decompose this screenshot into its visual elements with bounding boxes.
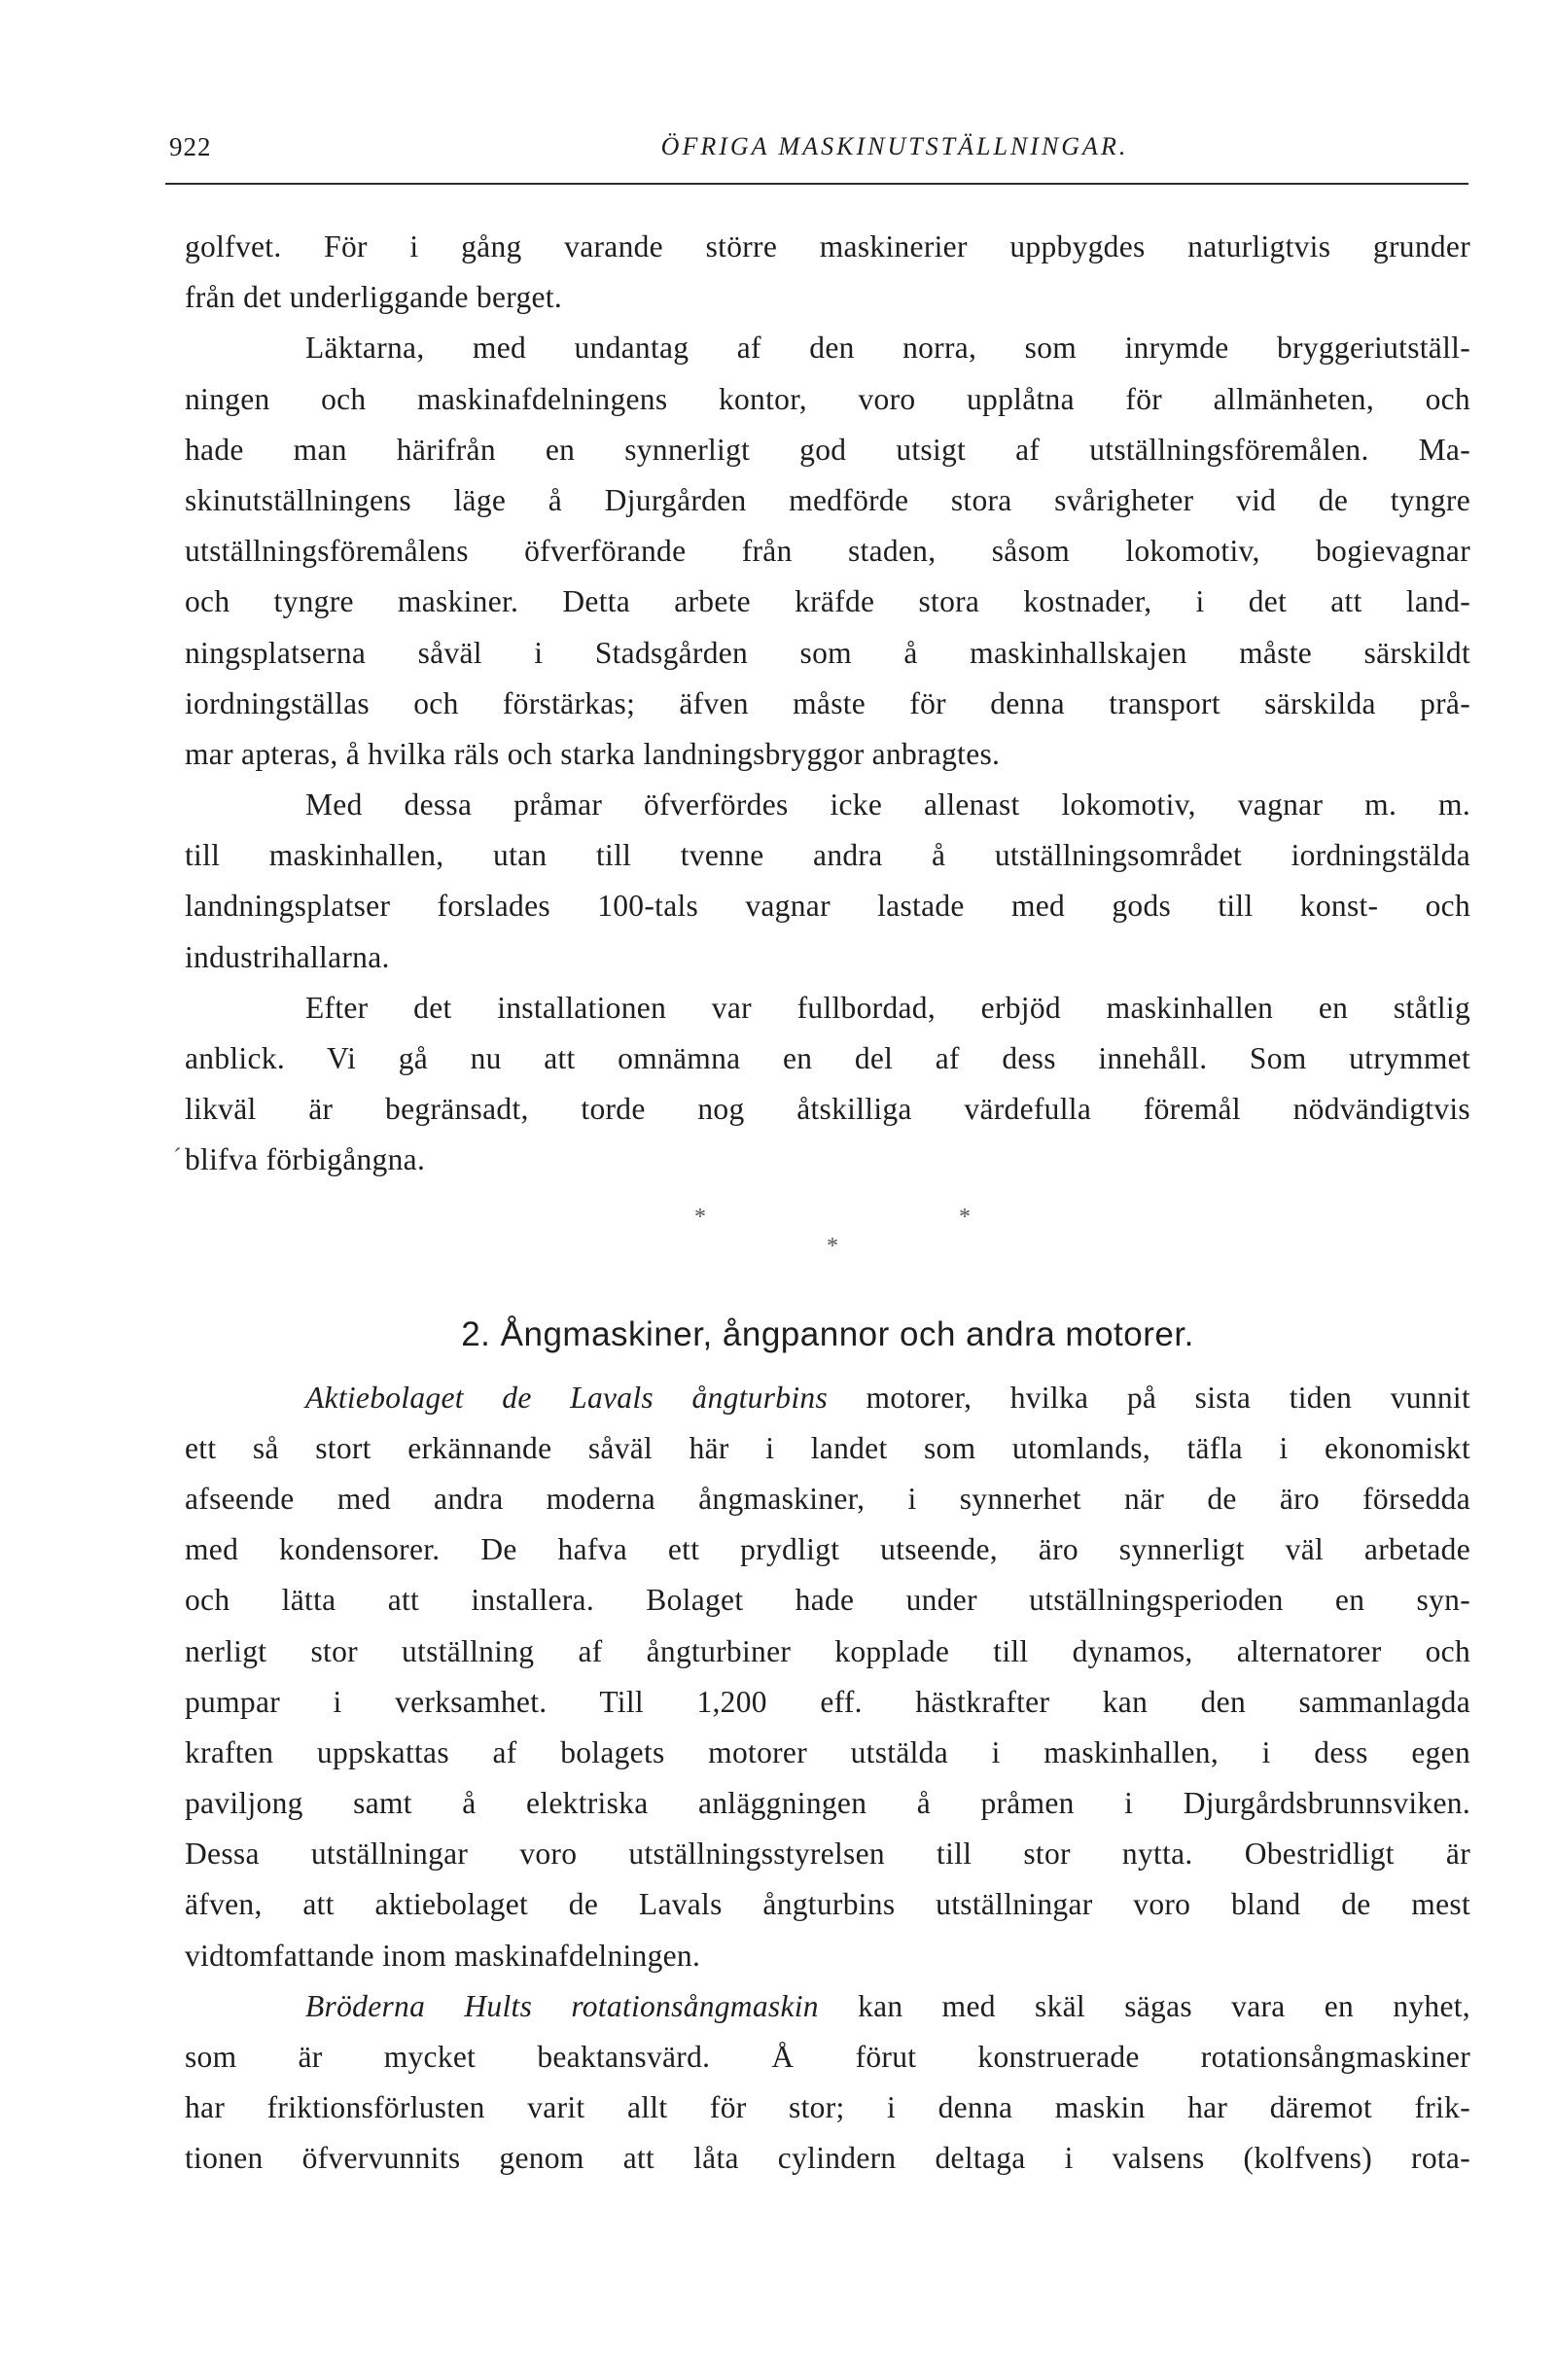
text-line: afseende med andra moderna ångmaskiner, i synnerhet när de äro försedda (185, 1481, 1470, 1516)
text-line: från det underliggande berget. (185, 280, 563, 315)
text-line: och lätta att installera. Bolaget hade under utställningsperioden en syn- (185, 1583, 1470, 1618)
text-line (185, 1373, 1470, 1423)
text-line: äfven, att aktiebolaget de Lavals ångturbins utställningar voro bland de mest (185, 1887, 1470, 1922)
page-number: 922 (169, 132, 212, 161)
text-line: till maskinhallen, utan till tvenne andra å utställningsområdet iordningstälda (185, 838, 1470, 873)
section-title: Ångmaskiner, ångpannor och andra motorer. (500, 1314, 1194, 1353)
asterisk-glyph: * (827, 1233, 839, 1259)
text-line: golfvet. För i gång varande större maskinerier uppbygdes naturligtvis grunder (185, 229, 1470, 263)
text-line: iordningställas och förstärkas; äfven måste för denna transport särskilda prå- (185, 685, 1470, 720)
asterisk-glyph: * (959, 1204, 972, 1230)
text-line: likväl är begränsadt, torde nog åtskilliga värdefulla föremål nödvändigtvis (185, 1092, 1470, 1127)
text-line: vidtomfattande inom maskinafdelningen. (185, 1938, 701, 1973)
header-rule (165, 183, 1468, 185)
text-line (185, 1981, 1470, 2032)
running-head: ÖFRIGA MASKINUTSTÄLLNINGAR. (660, 132, 1129, 160)
text-line: industrihallarna. (185, 939, 390, 974)
text-line: Med dessa pråmar öfverfördes icke allenast lokomotiv, vagnar m. m. (305, 788, 1470, 822)
emphasized-product-name: Bröderna Hults rotationsångmaskin (305, 1988, 819, 2023)
text-line: ningen och maskinafdelningens kontor, voro upplåtna för allmänheten, och (185, 381, 1470, 416)
margin-mark: ´ (173, 1143, 182, 1172)
text-line: som är mycket beaktansvärd. Å förut konstruerade rotationsångmaskiner (185, 2040, 1470, 2074)
text-line: med kondensorer. De hafva ett prydligt utseende, äro synnerligt väl arbetade (185, 1532, 1470, 1567)
text-line: pumpar i verksamhet. Till 1,200 eff. hästkrafter kan den sammanlagda (185, 1684, 1470, 1719)
text-line: kraften uppskattas af bolagets motorer utstälda i maskinhallen, i dess egen (185, 1734, 1470, 1769)
text-line: tionen öfvervunnits genom att låta cylindern deltaga i valsens (kolfvens) rota- (185, 2141, 1470, 2176)
text-span: motorer, hvilka på sista tiden vunnit (828, 1380, 1471, 1415)
text-line: nerligt stor utställning af ångturbiner kopplade till dynamos, alternatorer och (185, 1633, 1470, 1668)
asterisk-glyph: * (694, 1204, 707, 1230)
text-line: ett så stort erkännande såväl här i landet som utomlands, täfla i ekonomiskt (185, 1430, 1470, 1465)
text-line: ningsplatserna såväl i Stadsgården som å maskinhallskajen måste särskildt (185, 635, 1470, 670)
text-line: skinutställningens läge å Djurgården medförde stora svårigheter vid de tyngre (185, 482, 1470, 517)
text-line: mar apteras, å hvilka räls och starka landningsbryggor anbragtes. (185, 736, 1001, 771)
body-text (185, 222, 1470, 2185)
text-line: Läktarna, med undantag af den norra, som inrymde bryggeriutställ- (305, 331, 1470, 366)
text-line: Efter det installationen var fullbordad, erbjöd maskinhallen en ståtlig (305, 990, 1470, 1025)
text-line: utställningsföremålens öfverförande från staden, såsom lokomotiv, bogievagnar (185, 534, 1470, 569)
text-line: Dessa utställningar voro utställningsstyrelsen till stor nytta. Obestridligt är (185, 1837, 1470, 1872)
asterisk-separator (185, 1186, 1470, 1301)
text-line: paviljong samt å elektriska anläggningen å pråmen i Djurgårdsbrunnsviken. (185, 1786, 1470, 1821)
text-line: blifva förbigångna. (185, 1142, 426, 1177)
section-heading (185, 1301, 1470, 1373)
text-line: har friktionsförlusten varit allt för stor; i denna maskin har däremot frik- (185, 2090, 1470, 2125)
text-span: kan med skäl sägas vara en nyhet, (818, 1988, 1470, 2023)
emphasized-company-name: Aktiebolaget de Lavals ångturbins (305, 1380, 829, 1415)
text-line: landningsplatser forslades 100-tals vagnar lastade med gods till konst- och (185, 889, 1470, 924)
text-line: anblick. Vi gå nu att omnämna en del af dess innehåll. Som utrymmet (185, 1041, 1470, 1075)
section-number: 2. (461, 1314, 491, 1353)
text-line: och tyngre maskiner. Detta arbete kräfde stora kostnader, i det att land- (185, 584, 1470, 619)
page-header (165, 132, 1468, 171)
text-line: hade man härifrån en synnerligt god utsigt af utställningsföremålen. Ma- (185, 432, 1470, 467)
